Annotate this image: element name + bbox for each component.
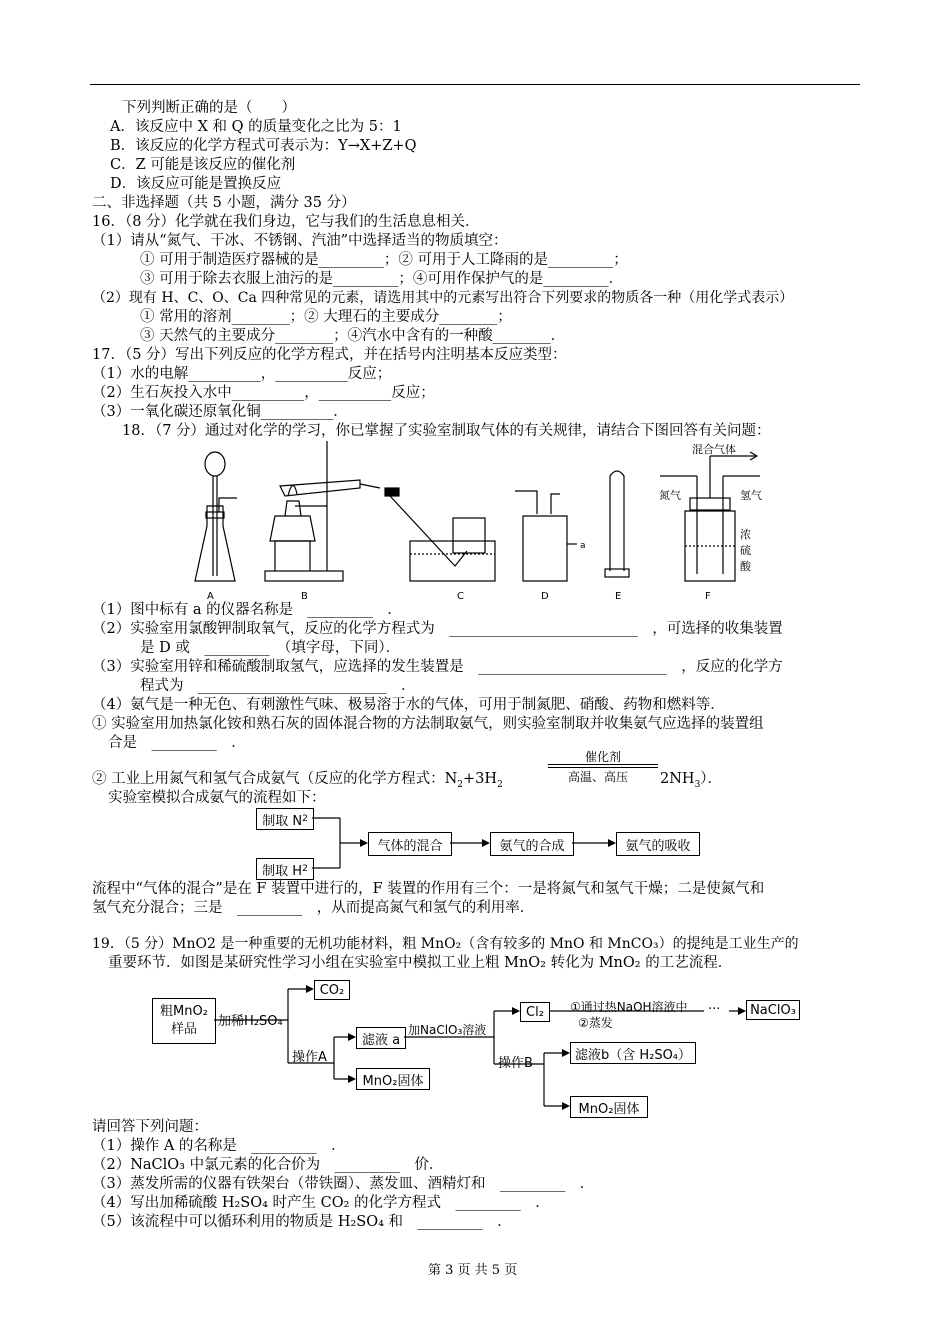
label-nitrogen: 氮气 [659,489,681,502]
label-C: C [457,591,464,602]
q18-line2b: 是 D 或 _________ （填字母，下同）． [140,640,401,656]
flow-make-h2: 制取 H 2 [256,858,314,880]
label-acid-2: 硫 [740,544,751,557]
q16-part1: （1）请从“氮气、干冰、不锈钢、汽油”中选择适当的物质填空： [92,233,508,249]
q18-line4: （4）氨气是一种无色、有刺激性气味、极易溶于水的气体，可用于制氮肥、硝酸、药物和燃料等． [92,697,725,713]
flow-filtrate-b: 滤液b（含 H₂SO₄） [570,1042,696,1064]
q19-line2: （2）NaClO₃ 中氯元素的化合价为 _________ 价． [92,1157,444,1173]
q19-title: 19．（5 分）MnO2 是一种重要的无机功能材料，粗 MnO₂（含有较多的 MnO 和 MnCO₃）的提纯是工业生产的 [92,936,799,952]
header-rule [90,84,860,85]
flow-mno2-solid-2: MnO₂固体 [570,1096,648,1118]
flow-ammonia-absorb: 氨气的吸收 [616,832,700,856]
apparatus-d [515,491,577,581]
flow-cl2: Cl₂ [520,1002,550,1022]
q18-title: 18．（7 分）通过对化学的学习，你已掌握了实验室制取气体的有关规律，请结合下图回答有关问题： [122,423,771,439]
label-hydrogen: 氢气 [740,489,762,502]
flow-operation-b: 操作B [498,1056,533,1071]
label-A: A [207,591,214,602]
label-acid-1: 浓 [740,528,751,541]
flow-make-n2: 制取 N 2 [256,808,314,830]
flow-add-naclo3: 加NaClO₃溶液 [408,1023,487,1037]
q18-line4a: ① 实验室用加热氯化铵和熟石灰的固体混合物的方法制取氨气，则实验室制取并收集氨气应选择的装置组 [92,716,764,732]
flow-mno2-solid: MnO₂固体 [356,1068,430,1090]
q18-line5b: 氢气充分混合；三是 _________ ，从而提高氮气和氢气的利用率． [92,900,535,916]
flow-gas-mix: 气体的混合 [368,832,452,856]
flow-operation-a: 操作A [292,1050,327,1065]
apparatus-a [195,452,237,581]
q15-option-a: A．该反应中 X 和 Q 的质量变化之比为 5：1 [110,119,402,135]
apparatus-c [385,488,495,581]
label-B: B [301,591,308,602]
cond-line-top [548,764,658,765]
q15-option-c: C．Z 可能是该反应的催化剂 [110,157,296,173]
flow-co2: CO₂ [314,980,350,1000]
q18-line2: （2）实验室用氯酸钾制取氧气，反应的化学方程式为 __________________________ ，可选择的收集装置 [92,621,783,637]
q18-flow-intro: 实验室模拟合成氨气的流程如下： [108,790,326,806]
q18-line3: （3）实验室用锌和稀硫酸制取氢气，应选择的发生装置是 __________________________ ，反应的化学方 [92,659,783,675]
q18-line4b-product: $2NH_3$）． [660,771,723,790]
q17-line3: （3）一氧化碳还原氧化铜__________． [92,404,348,420]
apparatus-b [265,441,380,581]
apparatus-e [605,471,629,577]
q19-title2: 重要环节．如图是某研究性学习小组在实验室中模拟工业上粗 MnO₂ 转化为 MnO₂ 的工艺流程． [108,955,733,971]
q15-option-d: D．该反应可能是置换反应 [110,176,282,192]
cond-catalyst: 催化剂 [585,750,622,764]
label-a: a [580,541,586,551]
q16-part2-line1: ① 常用的溶剂________；② 大理石的主要成分________； [140,309,512,325]
flow-arrows-mno2 [214,976,754,1116]
q18-line5: 流程中“气体的混合”是在 F 装置中进行的，F 装置的作用有三个：一是将氮气和氢气干燥；二是使氮气和 [92,881,765,897]
flow-naclo3-product: NaClO₃ [746,1000,800,1020]
section2-title: 二、非选择题（共 5 小题，满分 35 分） [92,195,356,211]
flow-dots: ··· [708,1002,721,1017]
q16-part1-line2: ③ 可用于除去衣服上油污的是_________；④可用作保护气的是_________． [140,271,624,287]
flow-add-acid: 加稀H₂SO₄ [218,1014,283,1029]
q18-line4b: ② 工业上用氮气和氢气合成氨气（反应的化学方程式：$N_2+3H_2$ [92,771,503,790]
cond-temp-pressure: 高温、高压 [568,770,629,784]
label-F: F [705,591,711,602]
flow-arrows-ammonia [310,808,630,888]
q16-part1-line1: ① 可用于制造医疗器械的是_________；② 可用于人工降雨的是_________； [140,252,628,268]
q19-line3: （3）蒸发所需的仪器有铁架台（带铁圈）、蒸发皿、酒精灯和 _________ ． [92,1176,595,1192]
q16-part2: （2）现有 H、C、O、Ca 四种常见的元素，请选用其中的元素写出符合下列要求的物质各一种（用化学式表示） [92,290,794,306]
q19-line1: （1）操作 A 的名称是 _________ ． [92,1138,346,1154]
q18-line1: （1）图中标有 a 的仪器名称是 _________ ． [92,602,402,618]
q19-line4: （4）写出加稀硫酸 H₂SO₄ 时产生 CO₂ 的化学方程式 _________ ． [92,1195,550,1211]
apparatus-figure [175,436,795,606]
flow-ammonia-synth: 氨气的合成 [490,832,574,856]
label-E: E [615,591,622,602]
q18-line3b: 程式为 __________________________ ． [140,678,416,694]
label-acid-3: 酸 [740,560,751,573]
q15-option-b: B．该反应的化学方程式可表示为：Y→X+Z+Q [110,138,417,154]
q17-title: 17．（5 分）写出下列反应的化学方程式，并在括号内注明基本反应类型： [92,347,567,363]
q15-stem: 下列判断正确的是（ ） [122,100,296,116]
flow-crude-sample: 粗MnO₂ 样品 [152,998,216,1044]
label-D: D [541,591,549,602]
flow-step1: ①通过热NaOH溶液中 [570,1000,688,1014]
q16-title: 16．（8 分）化学就在我们身边，它与我们的生活息息相关． [92,214,480,230]
q19-line5: （5）该流程中可以循环利用的物质是 H₂SO₄ 和 _________ ． [92,1214,512,1230]
flow-filtrate-a: 滤液 a [356,1027,406,1049]
q18-line4a2: 合是 _________ ． [108,735,246,751]
q19-ask: 请回答下列问题： [92,1119,208,1135]
flow-step2: ②蒸发 [578,1016,613,1030]
q17-line1: （1）水的电解__________，__________反应； [92,366,392,382]
q17-line2: （2）生石灰投入水中__________，__________反应； [92,385,435,401]
q16-part2-line2: ③ 天然气的主要成分________；④汽水中含有的一种酸________． [140,328,566,344]
label-mix-gas: 混合气体 [692,443,736,456]
page-footer: 第 3 页 共 5 页 [428,1263,518,1278]
